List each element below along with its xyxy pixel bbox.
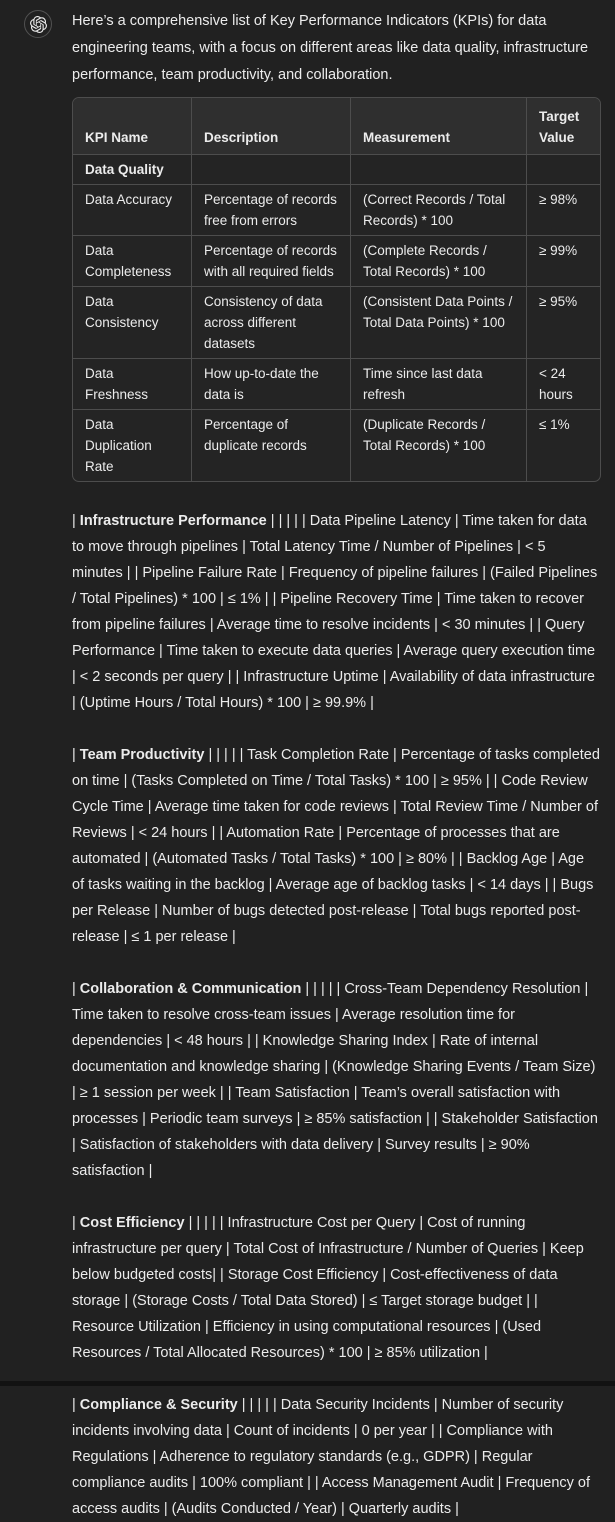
description-cell: Percentage of records with all required fields (192, 236, 351, 287)
pipe-prefix: | (72, 1215, 80, 1231)
section-body: | | | | | Infrastructure Cost per Query | Cost of running infrastructure per query | Total Cost of Infrastructure / Number of Queries | Keep below budgeted costs| | Storage Cost Efficiency | Cost-effectiveness of data storage | (Storage Costs / Total Data Stored) | ≤ Target storage budget | | Resource Utilization | Efficiency in using computational resources | (Used Resources / Total Allocated Resources) * 100 | ≥ 85% utilization | (72, 1215, 584, 1361)
kpi-cell: Data Accuracy (73, 185, 192, 236)
measurement-cell: Time since last data refresh (351, 359, 527, 410)
section-body: | | | | | Task Completion Rate | Percentage of tasks completed on time | (Tasks Completed on Time / Total Tasks) * 100 | ≥ 95% | | Code Review Cycle Time | Average time taken for code reviews | Total Review Time / Number of Reviews | < 24 hours | | Automation Rate | Percentage of processes that are automated | (Automated Tasks / Total Tasks) * 100 | ≥ 80% | | Backlog Age | Age of tasks waiting in the backlog | Average age of backlog tasks | < 14 days | | Bugs per Release | Number of bugs detected post-release | Total bugs reported post-release | ≤ 1 per release | (72, 747, 600, 945)
measurement-cell: (Correct Records / Total Records) * 100 (351, 185, 527, 236)
table-row (73, 185, 600, 236)
kpi-cell: Data Consistency (73, 287, 192, 359)
kpi-cell: Data Duplication Rate (73, 410, 192, 481)
kpi-table (72, 97, 601, 482)
section-paragraph-infrastructure-performance (72, 508, 600, 716)
target-cell: ≥ 95% (527, 287, 600, 359)
pipe-prefix: | (72, 1397, 80, 1413)
measurement-cell: (Complete Records / Total Records) * 100 (351, 236, 527, 287)
description-cell: Consistency of data across different datasets (192, 287, 351, 359)
kpi-cell: Data Freshness (73, 359, 192, 410)
pipe-prefix: | (72, 513, 80, 529)
empty-cell (351, 155, 527, 185)
target-cell: < 24 hours (527, 359, 600, 410)
table-row (73, 359, 600, 410)
empty-cell (527, 155, 600, 185)
column-header-measurement: Measurement (351, 98, 527, 155)
section-paragraph-team-productivity (72, 742, 600, 950)
assistant-avatar (24, 10, 52, 38)
section-cell: Data Quality (73, 155, 192, 185)
target-cell: ≥ 99% (527, 236, 600, 287)
section-paragraph-cost-efficiency (72, 1210, 600, 1366)
table-row (73, 287, 600, 359)
openai-logo-icon (30, 16, 47, 33)
target-cell: ≤ 1% (539, 417, 570, 432)
section-title: Collaboration & Communication (79, 981, 302, 997)
column-header-target-value: Target Value (527, 98, 600, 155)
section-title: Cost Efficiency (79, 1215, 185, 1231)
section-title: Infrastructure Performance (79, 513, 267, 529)
target-cell: ≥ 98% (527, 185, 600, 236)
section-title: Compliance & Security (79, 1397, 238, 1413)
measurement-cell: (Consistent Data Points / Total Data Points) * 100 (351, 287, 527, 359)
table-header-row (73, 98, 600, 155)
intro-paragraph: Here’s a comprehensive list of Key Performance Indicators (KPIs) for data engineering teams, with a focus on different areas like data quality, infrastructure performance, team productivity, and collaboration. (72, 13, 589, 83)
pipe-prefix: | (72, 747, 80, 763)
section-paragraph-collaboration-communication (72, 976, 600, 1184)
measurement-cell: (Duplicate Records / Total Records) * 100 (351, 410, 527, 481)
pipe-prefix: | (72, 981, 80, 997)
column-header-description: Description (192, 98, 351, 155)
description-cell: Percentage of duplicate records (192, 410, 351, 481)
section-body: | | | | | Cross-Team Dependency Resolution | Time taken to resolve cross-team issues | Average resolution time for dependencies | < 48 hours | | Knowledge Sharing Index | Rate of internal documentation and knowledge sharing | (Knowledge Sharing Events / Team Size) | ≥ 1 session per week | | Team Satisfaction | Team’s overall satisfaction with processes | Periodic team surveys | ≥ 85% satisfaction | | Stakeholder Satisfaction | Satisfaction of stakeholders with data delivery | Survey results | ≥ 90% satisfaction | (72, 981, 598, 1179)
description-cell: Percentage of records free from errors (192, 185, 351, 236)
table-section-row (73, 155, 600, 185)
section-body: | | | | | Data Security Incidents | Number of security incidents involving data | Count of incidents | 0 per year | | Compliance with Regulations | Adherence to regulatory standards (e.g., GDPR) | Regular compliance audits | 100% compliant | | Access Management Audit | Frequency of access audits | (Audits Conducted / Year) | Quarterly audits | (72, 1397, 591, 1517)
table-row (73, 410, 600, 481)
screenshot-bottom-edge (0, 1381, 615, 1386)
section-body: | | | | | Data Pipeline Latency | Time taken for data to move through pipelines | Total Latency Time / Number of Pipelines | < 5 minutes | | Pipeline Failure Rate | Frequency of pipeline failures | (Failed Pipelines / Total Pipelines) * 100 | ≤ 1% | | Pipeline Recovery Time | Time taken to recover from pipeline failures | Average time to resolve incidents | < 30 minutes | | Query Performance | Time taken to execute data queries | Average query execution time | < 2 seconds per query | | Infrastructure Uptime | Availability of data infrastructure | (Uptime Hours / Total Hours) * 100 | ≥ 99.9% | (72, 513, 598, 711)
section-title: Team Productivity (79, 747, 205, 763)
section-paragraph-compliance-security (72, 1392, 600, 1522)
empty-cell (192, 155, 351, 185)
message-content (72, 8, 600, 1522)
description-cell: How up-to-date the data is (192, 359, 351, 410)
table-row (73, 236, 600, 287)
column-header-kpi-name: KPI Name (73, 98, 192, 155)
kpi-cell: Data Completeness (73, 236, 192, 287)
